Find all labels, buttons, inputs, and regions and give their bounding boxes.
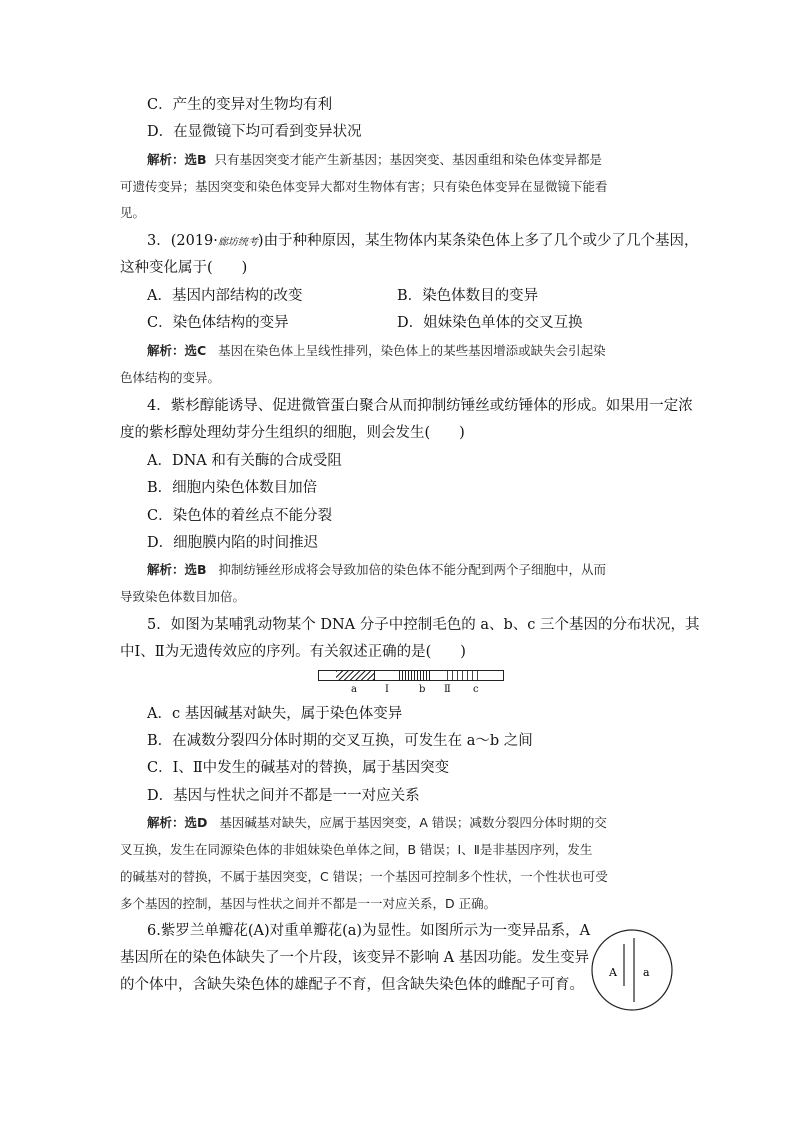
q5-option-d: D．基因与性状之间并不都是一一对应关系 [147, 788, 420, 804]
gene-label-c: c [473, 684, 479, 695]
q2-answer-line-3: 见。 [120, 205, 146, 220]
allele-label-a-dominant: A [609, 966, 617, 979]
gene-label-a: a [351, 684, 357, 695]
q3-option-d: D．姐妹染色单体的交叉互换 [397, 315, 583, 331]
gene-a-segment [336, 671, 374, 680]
q2-option-c: C．产生的变异对生物均有利 [147, 97, 333, 113]
q3-answer-line-1 [147, 341, 606, 361]
q5-option-a: A．c 基因碱基对缺失，属于染色体变异 [147, 706, 403, 722]
q2-option-d: D．在显微镜下均可看到变异状况 [147, 124, 362, 140]
q4-option-c: C．染色体的着丝点不能分裂 [147, 508, 333, 524]
cell-outline [592, 930, 672, 1010]
q3-stem-text: )由于种种原因，某生物体内某条染色体上多了几个或少了几个基因， [257, 233, 699, 249]
segment-divider [429, 671, 430, 680]
gene-c-segment [447, 671, 479, 680]
q3-stem-line-2: 这种变化属于( ) [120, 260, 248, 276]
q2-answer-line-2: 可遗传变异；基因突变和染色体变异大都对生物体有害；只有染色体变异在显微镜下能看 [120, 179, 608, 194]
answer-tag: 解析：选B [147, 562, 207, 577]
q5-answer-line-1 [147, 813, 607, 833]
q3-stem-line-1 [147, 231, 699, 253]
answer-text: 抑制纺锤丝形成将会导致加倍的染色体不能分配到两个子细胞中，从而 [218, 562, 606, 577]
q6-stem-line-3: 的个体中，含缺失染色体的雄配子不育，但含缺失染色体的雌配子可育。 [120, 977, 584, 993]
q5-stem-line-2: 中Ⅰ、Ⅱ为无遗传效应的序列。有关叙述正确的是( ) [120, 644, 466, 660]
answer-tag: 解析：选B [147, 152, 207, 167]
q5-answer-line-4: 多个基因的控制，基因与性状之间并不都是一一对应关系，D 正确。 [120, 896, 497, 911]
answer-tag: 解析：选D [147, 815, 208, 830]
gene-b-segment [399, 671, 429, 680]
q3-option-a: A．基因内部结构的改变 [147, 288, 303, 304]
q4-stem-line-1: 4．紫杉醇能诱导、促进微管蛋白聚合从而抑制纺锤丝或纺锤体的形成。如果用一定浓 [147, 398, 693, 414]
gene-label-ii: Ⅱ [444, 684, 451, 695]
allele-label-a-recessive: a [643, 966, 650, 979]
q5-answer-line-2: 叉互换，发生在同源染色体的非姐妹染色单体之间，B 错误；Ⅰ、Ⅱ是非基因序列，发生 [120, 842, 593, 857]
q3-option-c: C．染色体结构的变异 [147, 315, 289, 331]
answer-text: 只有基因突变才能产生新基因；基因突变、基因重组和染色体变异都是 [214, 152, 602, 167]
q4-stem-line-2: 度的紫杉醇处理幼芽分生组织的细胞，则会发生( ) [120, 425, 465, 441]
q4-option-d: D．细胞膜内陷的时间推迟 [147, 535, 319, 551]
q5-stem-line-1: 5．如图为某哺乳动物某个 DNA 分子中控制毛色的 a、b、c 三个基因的分布状况，其 [147, 617, 700, 633]
gene-label-b: b [419, 684, 426, 695]
q4-option-b: B．细胞内染色体数目加倍 [147, 480, 318, 496]
answer-text: 基因在染色体上呈线性排列，染色体上的某些基因增添或缺失会引起染 [218, 343, 606, 358]
q6-stem-line-2: 基因所在的染色体缺失了一个片段，该变异不影响 A 基因功能。发生变异 [120, 950, 590, 966]
q3-source: 廊坊统考 [217, 237, 258, 248]
gene-label-i: Ⅰ [385, 684, 389, 695]
q3-option-b: B．染色体数目的变异 [397, 288, 539, 304]
q3-number: 3．(2019· [147, 233, 218, 249]
q5-answer-line-3: 的碱基对的替换，不属于基因突变，C 错误；一个基因可控制多个性状，一个性状也可受 [120, 869, 608, 884]
q4-option-a: A．DNA 和有关酶的合成受阻 [147, 453, 342, 469]
answer-tag: 解析：选C [147, 343, 207, 358]
q3-answer-line-2: 色体结构的变异。 [120, 370, 221, 385]
cell-chromosome-diagram [590, 928, 674, 1012]
q6-stem-line-1: 6.紫罗兰单瓣花(A)对重单瓣花(a)为显性。如图所示为一变异品系，A [147, 923, 591, 939]
q4-answer-line-2: 导致染色体数目加倍。 [120, 589, 246, 604]
q5-option-c: C．Ⅰ、Ⅱ中发生的碱基对的替换，属于基因突变 [147, 760, 450, 776]
q4-answer-line-1 [147, 560, 606, 580]
dna-segment-diagram [318, 670, 504, 681]
segment-divider [374, 671, 375, 680]
q5-option-b: B．在减数分裂四分体时期的交叉互换，可发生在 a～b 之间 [147, 733, 533, 749]
answer-text: 基因碱基对缺失，应属于基因突变，A 错误；减数分裂四分体时期的交 [219, 815, 607, 830]
q2-answer-line-1 [147, 150, 602, 170]
